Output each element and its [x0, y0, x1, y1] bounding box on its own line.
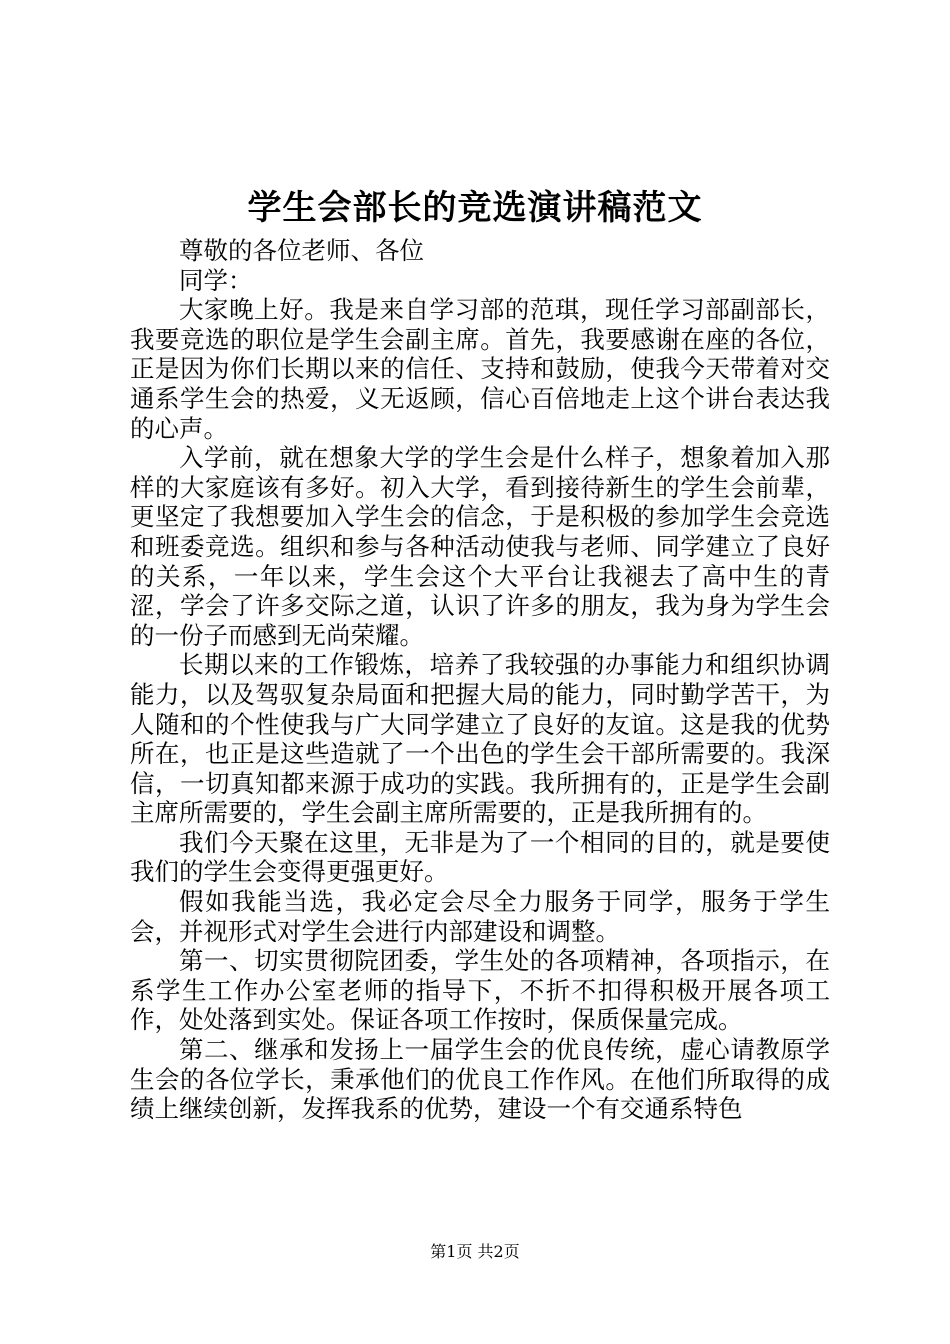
body-paragraph: 我们今天聚在这里，无非是为了一个相同的目的，就是要使我们的学生会变得更强更好。	[130, 827, 830, 887]
body-paragraph: 大家晚上好。我是来自学习部的范琪，现任学习部副部长，我要竞选的职位是学生会副主席。首先，我要感谢在座的各位，正是因为你们长期以来的信任、支持和鼓励，使我今天带着对交通系学生会的热爱，义无返顾，信心百倍地走上这个讲台表达我的心声。	[130, 295, 830, 443]
greeting-line: 尊敬的各位老师、各位	[179, 236, 424, 265]
page-number-footer: 第1页 共2页	[430, 1242, 520, 1261]
body-paragraph: 第二、继承和发扬上一届学生会的优良传统，虚心请教原学生会的各位学长，秉承他们的优良工作作风。在他们所取得的成绩上继续创新，发挥我系的优势，建设一个有交通系特色	[130, 1035, 830, 1124]
greeting-line: 同学：	[179, 265, 253, 295]
document-title: 学生会部长的竞选演讲稿范文	[247, 188, 703, 228]
body-paragraph: 第一、切实贯彻院团委，学生处的各项精神，各项指示，在系学生工作办公室老师的指导下，不折不扣得积极开展各项工作，处处落到实处。保证各项工作按时，保质保量完成。	[130, 946, 830, 1035]
body-paragraph: 假如我能当选，我必定会尽全力服务于同学，服务于学生会，并视形式对学生会进行内部建设和调整。	[130, 887, 830, 946]
body-paragraph: 入学前，就在想象大学的学生会是什么样子，想象着加入那样的大家庭该有多好。初入大学，看到接待新生的学生会前辈，更坚定了我想要加入学生会的信念，于是积极的参加学生会竞选和班委竞选。组织和参与各种活动使我与老师、同学建立了良好的关系，一年以来，学生会这个大平台让我褪去了高中生的青涩，学会了许多交际之道，认识了许多的朋友，我为身为学生会的一份子而感到无尚荣耀。	[130, 443, 830, 650]
document-body	[130, 236, 830, 1124]
body-paragraph: 长期以来的工作锻炼，培养了我较强的办事能力和组织协调能力，以及驾驭复杂局面和把握大局的能力，同时勤学苦干，为人随和的个性使我与广大同学建立了良好的友谊。这是我的优势所在，也正是这些造就了一个出色的学生会干部所需要的。我深信，一切真知都来源于成功的实践。我所拥有的，正是学生会副主席所需要的，学生会副主席所需要的，正是我所拥有的。	[130, 650, 830, 828]
